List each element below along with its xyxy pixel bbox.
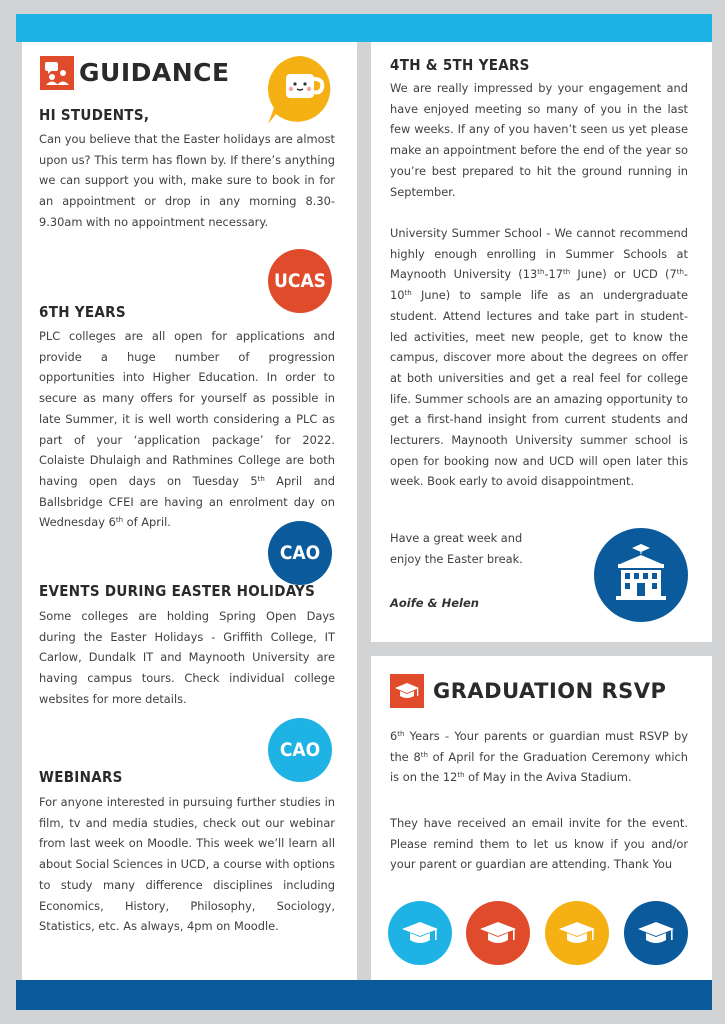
graduation-title: GRADUATION RSVP: [433, 679, 667, 703]
people-chat-icon: [40, 56, 74, 90]
fourth-fifth-years-panel: [371, 42, 712, 642]
signoff-text: Have a great week and enjoy the Easter break.: [390, 531, 523, 566]
sixth-years-paragraph: PLC colleges are all open for applications and provide a huge number of progression opportunities into Higher Education. In order to secure as many offers for yourself as possible in late Summer, it is well worth considering a PLC as part of your ‘application package’ for 2022. Colaiste Dhulaigh and Rathmines College are both having open days on Tuesday 5th April and Ballsbridge CFEI are having an enrolment day on Wednesday 6th of April.: [39, 329, 335, 530]
cao-badge-blue: CAO: [268, 718, 332, 782]
graduation-cap-icon: [624, 901, 688, 965]
graduation-paragraph-2: They have received an email invite for the event. Please remind them to let us know if you and/or your parent or guardian are attending. Thank You: [390, 816, 688, 872]
cao-badge-navy: CAO: [268, 521, 332, 585]
graduation-paragraph-1: 6th Years - Your parents or guardian must RSVP by the 8th of April for the Graduation Ceremony which is on the 12th of May in the Aviva Stadium.: [390, 729, 689, 785]
ucas-badge: UCAS: [268, 249, 332, 313]
signature: Aoife & Helen: [390, 596, 479, 610]
graduation-cap-icon: [466, 901, 530, 965]
fourth-fifth-heading: 4TH & 5TH YEARS: [390, 56, 530, 74]
graduation-rsvp-panel: [371, 656, 712, 980]
events-heading: EVENTS DURING EASTER HOLIDAYS: [39, 582, 316, 600]
graduation-cap-icon: [390, 674, 424, 708]
graduation-cap-icon: [388, 901, 452, 965]
greeting-heading: HI STUDENTS,: [39, 106, 150, 124]
fourth-fifth-paragraph: We are really impressed by your engagement and have enjoyed meeting so many of you in the last few weeks. If any of you haven’t seen us yet please make an appointment before the end of the year so you’re best prepared to hit the ground running in September.: [390, 81, 688, 199]
graduation-cap-icon: [545, 901, 609, 965]
coffee-mug-icon: [264, 52, 338, 126]
summer-school-paragraph: University Summer School - We cannot recommend highly enough enrolling in Summer Schools at Maynooth University (13th-17th June) or UCD (7th-10th June) to sample life as an undergraduate student. Attend lectures and take part in student-led activities, meet new people, get to know the campus, discover more about the degrees on offer at both universities and get a real feel for college life. Summer schools are an amazing opportunity to get a first-hand insight from current students and lecturers. Maynooth University summer school is open for booking now and UCD will open later this week. Book early to avoid disappointment.: [390, 226, 689, 489]
guidance-title: GUIDANCE: [79, 58, 230, 87]
guidance-panel: [22, 42, 357, 980]
webinars-heading: WEBINARS: [39, 768, 123, 786]
webinars-paragraph: For anyone interested in pursuing further studies in film, tv and media studies, check out our webinar from last week on Moodle. This week we’ll learn all about Social Sciences in UCD, a course with options to study many difference disciplines including Economics, History, Philosophy, Sociology, Statistics, etc. As always, 4pm on Moodle.: [39, 795, 335, 934]
top-banner: [16, 14, 712, 42]
intro-paragraph: Can you believe that the Easter holidays are almost upon us? This term has flown by. If there’s anything we can support you with, make sure to book in for an appointment or drop in any morning 8.30-9.30am with no appointment necessary.: [39, 132, 335, 229]
events-paragraph: Some colleges are holding Spring Open Days during the Easter Holidays - Griffith College, IT Carlow, Dundalk IT and Maynooth University are having campus tours. Check individual college websites for more details.: [39, 609, 335, 706]
sixth-years-heading: 6TH YEARS: [39, 303, 126, 321]
university-building-icon: [594, 528, 688, 622]
bottom-banner: [16, 980, 712, 1010]
